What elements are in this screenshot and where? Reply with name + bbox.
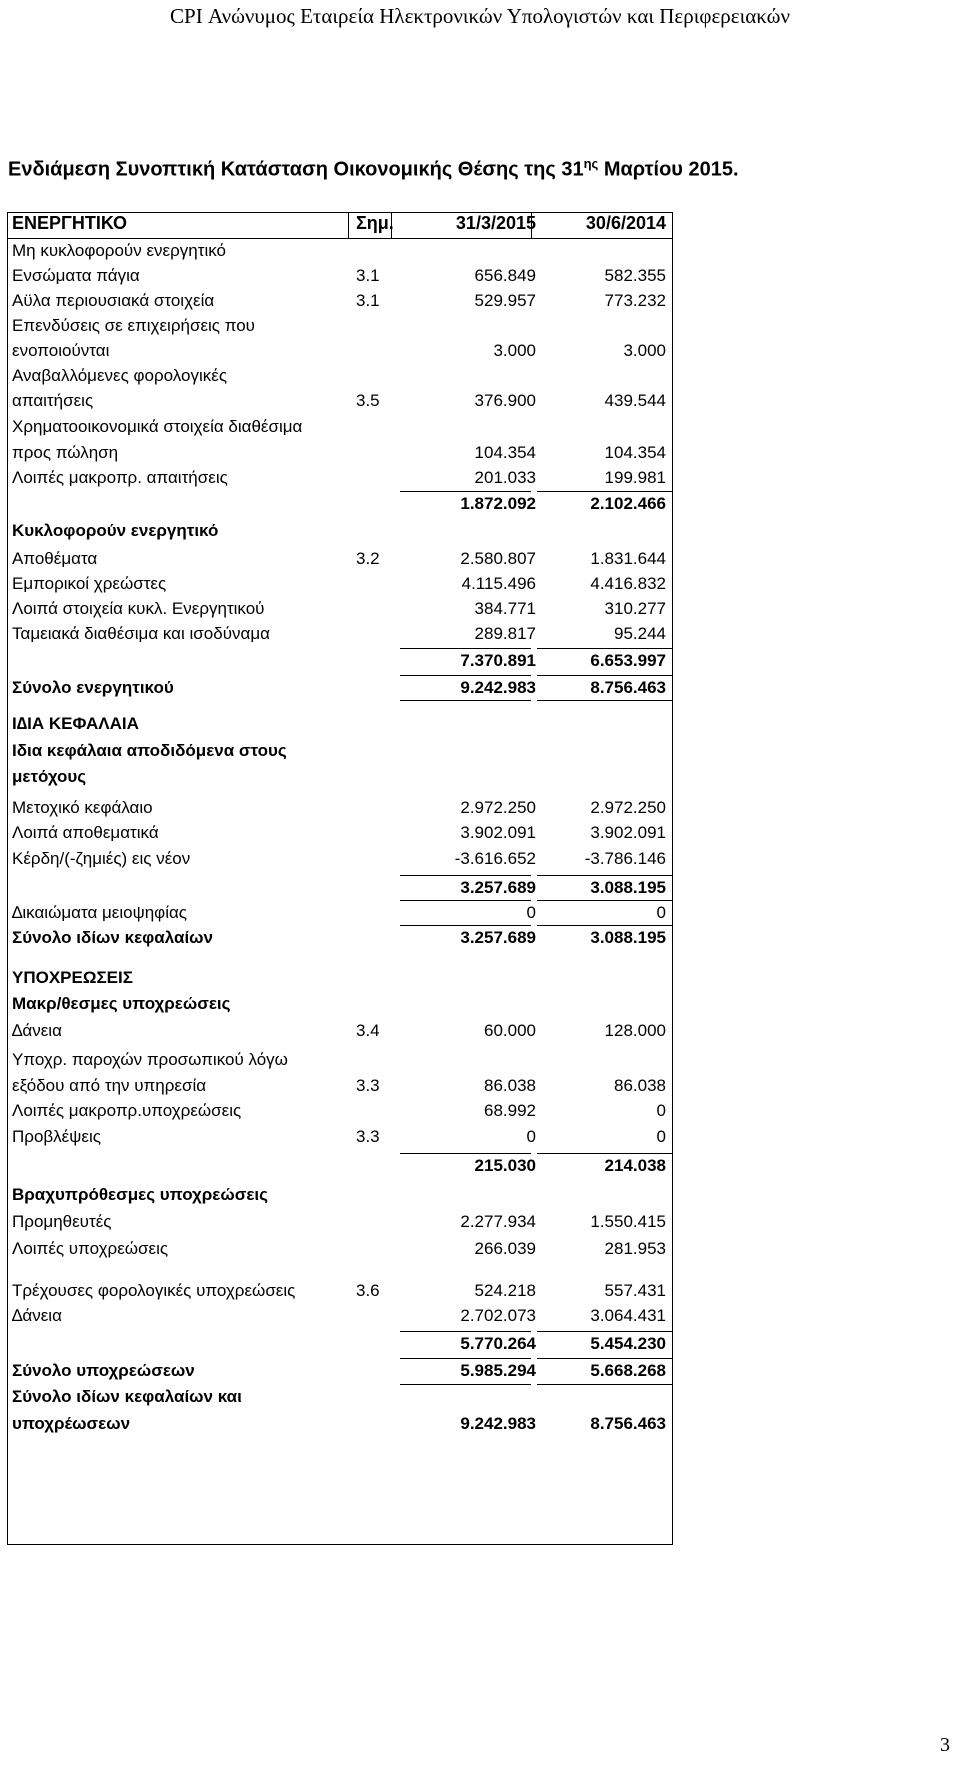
value-30-6-2014: 310.277: [604, 599, 666, 618]
row-note: 3.5: [356, 391, 380, 410]
value-31-3-2015: 3.000: [493, 341, 536, 360]
header-col-2: 30/6/2014: [585, 213, 666, 233]
row-label: Μακρ/θεσμες υποχρεώσεις: [12, 994, 231, 1013]
row-label: Τρέχουσες φορολογικές υποχρεώσεις: [12, 1281, 296, 1300]
subtotal-rule-col2: [537, 925, 673, 926]
value-31-3-2015: 86.038: [484, 1076, 536, 1095]
subtotal-rule-col1: [400, 675, 531, 676]
row-label: Σύνολο υποχρεώσεων: [12, 1361, 195, 1380]
row-label: Λοιπά αποθεματικά: [12, 823, 159, 842]
value-30-6-2014: 95.244: [614, 624, 666, 643]
value-30-6-2014: 582.355: [604, 266, 666, 285]
header-divider: [7, 238, 673, 239]
value-31-3-2015: 9.242.983: [460, 678, 536, 697]
value-31-3-2015: 2.972.250: [460, 798, 536, 817]
row-note: 3.3: [356, 1127, 380, 1146]
row-label: Ενσώματα πάγια: [12, 266, 140, 285]
value-30-6-2014: 773.232: [604, 291, 666, 310]
value-30-6-2014: 199.981: [604, 468, 666, 487]
value-30-6-2014: 128.000: [604, 1021, 666, 1040]
value-30-6-2014: 2.972.250: [590, 798, 666, 817]
subtotal-rule-col1: [400, 1384, 531, 1385]
row-label: ∆ικαιώματα μειοψηφίας: [12, 903, 187, 922]
row-label: ενοποιούνται: [12, 341, 110, 360]
value-30-6-2014: 557.431: [604, 1281, 666, 1300]
header-note: Σημ.: [356, 213, 394, 233]
row-label: Λοιπά στοιχεία κυκλ. Ενεργητικού: [12, 599, 265, 618]
value-30-6-2014: 3.088.195: [590, 928, 666, 947]
value-31-3-2015: 656.849: [474, 266, 536, 285]
row-label: Προμηθευτές: [12, 1212, 112, 1231]
row-label: Προβλέψεις: [12, 1127, 101, 1146]
col1-right-rule: [531, 212, 532, 239]
value-31-3-2015: 68.992: [484, 1101, 536, 1120]
value-30-6-2014: 214.038: [604, 1156, 666, 1175]
value-31-3-2015: 2.277.934: [460, 1212, 536, 1231]
value-31-3-2015: 7.370.891: [460, 651, 536, 670]
value-30-6-2014: 104.354: [604, 443, 666, 462]
row-label: Σύνολο ενεργητικού: [12, 678, 174, 697]
value-30-6-2014: 5.454.230: [590, 1334, 666, 1353]
value-30-6-2014: 0: [656, 903, 666, 922]
row-label: μετόχους: [12, 767, 87, 786]
row-label: Σύνολο ιδίων κεφαλαίων και: [12, 1387, 242, 1406]
value-30-6-2014: 2.102.466: [590, 494, 666, 513]
header-label: ΕΝΕΡΓΗΤΙΚΟ: [12, 213, 128, 233]
value-31-3-2015: 4.115.496: [461, 574, 536, 593]
row-label: Ι∆ΙΑ ΚΕΦΑΛΑΙΑ: [12, 714, 139, 733]
row-label: Κυκλοφορούν ενεργητικό: [12, 521, 219, 540]
row-label: Κέρδη/(-ζημιές) εις νέον: [12, 849, 191, 868]
row-label: Λοιπές μακροπρ.υποχρεώσεις: [12, 1101, 242, 1120]
row-label: προς πώληση: [12, 443, 119, 462]
value-30-6-2014: 5.668.268: [590, 1361, 666, 1380]
balance-sheet-table: [7, 212, 673, 1545]
row-label: Αϋλα περιουσιακά στοιχεία: [12, 291, 215, 310]
value-31-3-2015: 60.000: [484, 1021, 536, 1040]
value-31-3-2015: 5.985.294: [460, 1361, 536, 1380]
header-col-1: 31/3/2015: [455, 213, 536, 233]
value-31-3-2015: 289.817: [474, 624, 536, 643]
value-31-3-2015: 2.702.073: [460, 1306, 536, 1325]
subtotal-rule-col1: [400, 1358, 531, 1359]
document-title: [8, 156, 739, 182]
row-note: 3.2: [356, 549, 380, 568]
row-label: εξόδου από την υπηρεσία: [12, 1076, 207, 1095]
row-label: ΥΠΟΧΡΕΩΣΕΙΣ: [12, 968, 133, 987]
row-note: 3.1: [356, 266, 380, 285]
subtotal-rule-col1: [400, 700, 531, 701]
value-31-3-2015: 524.218: [474, 1281, 536, 1300]
row-label: Αναβαλλόμενες φορολογικές: [12, 366, 228, 385]
subtotal-rule-col2: [537, 900, 673, 901]
value-30-6-2014: 0: [656, 1101, 666, 1120]
value-30-6-2014: 439.544: [604, 391, 666, 410]
value-31-3-2015: 376.900: [474, 391, 536, 410]
page-number: 3: [940, 1734, 950, 1756]
row-label: Υποχρ. παροχών προσωπικού λόγω: [12, 1050, 288, 1069]
value-30-6-2014: 4.416.832: [590, 574, 666, 593]
row-label: Μετοχικό κεφάλαιο: [12, 798, 153, 817]
value-30-6-2014: 8.756.463: [590, 678, 666, 697]
subtotal-rule-col2: [537, 1384, 673, 1385]
subtotal-rule-col2: [537, 1153, 673, 1154]
value-31-3-2015: 384.771: [474, 599, 536, 618]
value-31-3-2015: 3.257.689: [460, 878, 536, 897]
value-31-3-2015: 3.902.091: [460, 823, 536, 842]
note-column-left-rule: [348, 212, 349, 239]
row-label: Επενδύσεις σε επιχειρήσεις που: [12, 316, 255, 335]
note-column-right-rule: [391, 212, 392, 239]
value-30-6-2014: 86.038: [614, 1076, 666, 1095]
subtotal-rule-col2: [537, 675, 673, 676]
subtotal-rule-col2: [537, 1358, 673, 1359]
value-31-3-2015: 5.770.264: [460, 1334, 536, 1353]
value-30-6-2014: 3.088.195: [590, 878, 666, 897]
value-30-6-2014: 1.831.644: [590, 549, 666, 568]
subtotal-rule-col1: [400, 491, 531, 492]
value-31-3-2015: 104.354: [474, 443, 536, 462]
value-31-3-2015: 201.033: [474, 468, 536, 487]
subtotal-rule-col1: [400, 925, 531, 926]
value-31-3-2015: 3.257.689: [460, 928, 536, 947]
row-label: ∆άνεια: [12, 1021, 62, 1040]
value-30-6-2014: 1.550.415: [590, 1212, 666, 1231]
row-note: 3.1: [356, 291, 380, 310]
value-30-6-2014: 0: [656, 1127, 666, 1146]
row-label: απαιτήσεις: [12, 391, 94, 410]
value-30-6-2014: 8.756.463: [590, 1414, 666, 1433]
row-note: 3.4: [356, 1021, 380, 1040]
row-label: Λοιπές υποχρεώσεις: [12, 1239, 169, 1258]
value-30-6-2014: 281.953: [604, 1239, 666, 1258]
row-label: Εμπορικοί χρεώστες: [12, 574, 167, 593]
subtotal-rule-col2: [537, 491, 673, 492]
row-label: Χρηματοοικονομικά στοιχεία διαθέσιμα: [12, 417, 303, 436]
subtotal-rule-col2: [537, 700, 673, 701]
value-30-6-2014: 3.902.091: [590, 823, 666, 842]
row-label: Βραχυπρόθεσμες υποχρεώσεις: [12, 1185, 268, 1204]
value-30-6-2014: 3.064.431: [590, 1306, 666, 1325]
row-label: Ταμειακά διαθέσιμα και ισοδύναμα: [12, 624, 270, 643]
subtotal-rule-col2: [537, 1331, 673, 1332]
value-31-3-2015: 9.242.983: [460, 1414, 536, 1433]
subtotal-rule-col2: [537, 648, 673, 649]
value-31-3-2015: 0: [526, 903, 536, 922]
value-30-6-2014: -3.786.146: [584, 849, 666, 868]
subtotal-rule-col1: [400, 648, 531, 649]
subtotal-rule-col2: [537, 875, 673, 876]
page-header: CPI Ανώνυμος Εταιρεία Ηλεκτρονικών Υπολογιστών και Περιφερειακών: [170, 4, 790, 28]
row-label: υποχρέωσεων: [12, 1414, 131, 1433]
row-label: Λοιπές μακροπρ. απαιτήσεις: [12, 468, 228, 487]
title-superscript: ης: [583, 156, 599, 171]
subtotal-rule-col1: [400, 875, 531, 876]
title-suffix: Μαρτίου 2015.: [598, 158, 739, 181]
row-label: Μη κυκλοφορούν ενεργητικό: [12, 241, 226, 260]
row-label: ∆άνεια: [12, 1306, 62, 1325]
row-label: Ιδια κεφάλαια αποδιδόμενα στους: [12, 741, 287, 760]
value-31-3-2015: 0: [526, 1127, 536, 1146]
subtotal-rule-col1: [400, 900, 531, 901]
subtotal-rule-col1: [400, 1331, 531, 1332]
subtotal-rule-col1: [400, 1153, 531, 1154]
row-note: 3.6: [356, 1281, 380, 1300]
value-31-3-2015: 2.580.807: [460, 549, 536, 568]
value-30-6-2014: 3.000: [623, 341, 666, 360]
row-label: Σύνολο ιδίων κεφαλαίων: [12, 928, 213, 947]
value-31-3-2015: 266.039: [474, 1239, 536, 1258]
value-31-3-2015: 529.957: [474, 291, 536, 310]
value-31-3-2015: 215.030: [474, 1156, 536, 1175]
value-31-3-2015: 1.872.092: [460, 494, 536, 513]
row-note: 3.3: [356, 1076, 380, 1095]
title-text: Ενδιάμεση Συνοπτική Κατάσταση Οικονομικής Θέσης της 31: [8, 158, 584, 181]
value-31-3-2015: -3.616.652: [454, 849, 536, 868]
value-30-6-2014: 6.653.997: [590, 651, 666, 670]
row-label: Αποθέματα: [12, 549, 98, 568]
